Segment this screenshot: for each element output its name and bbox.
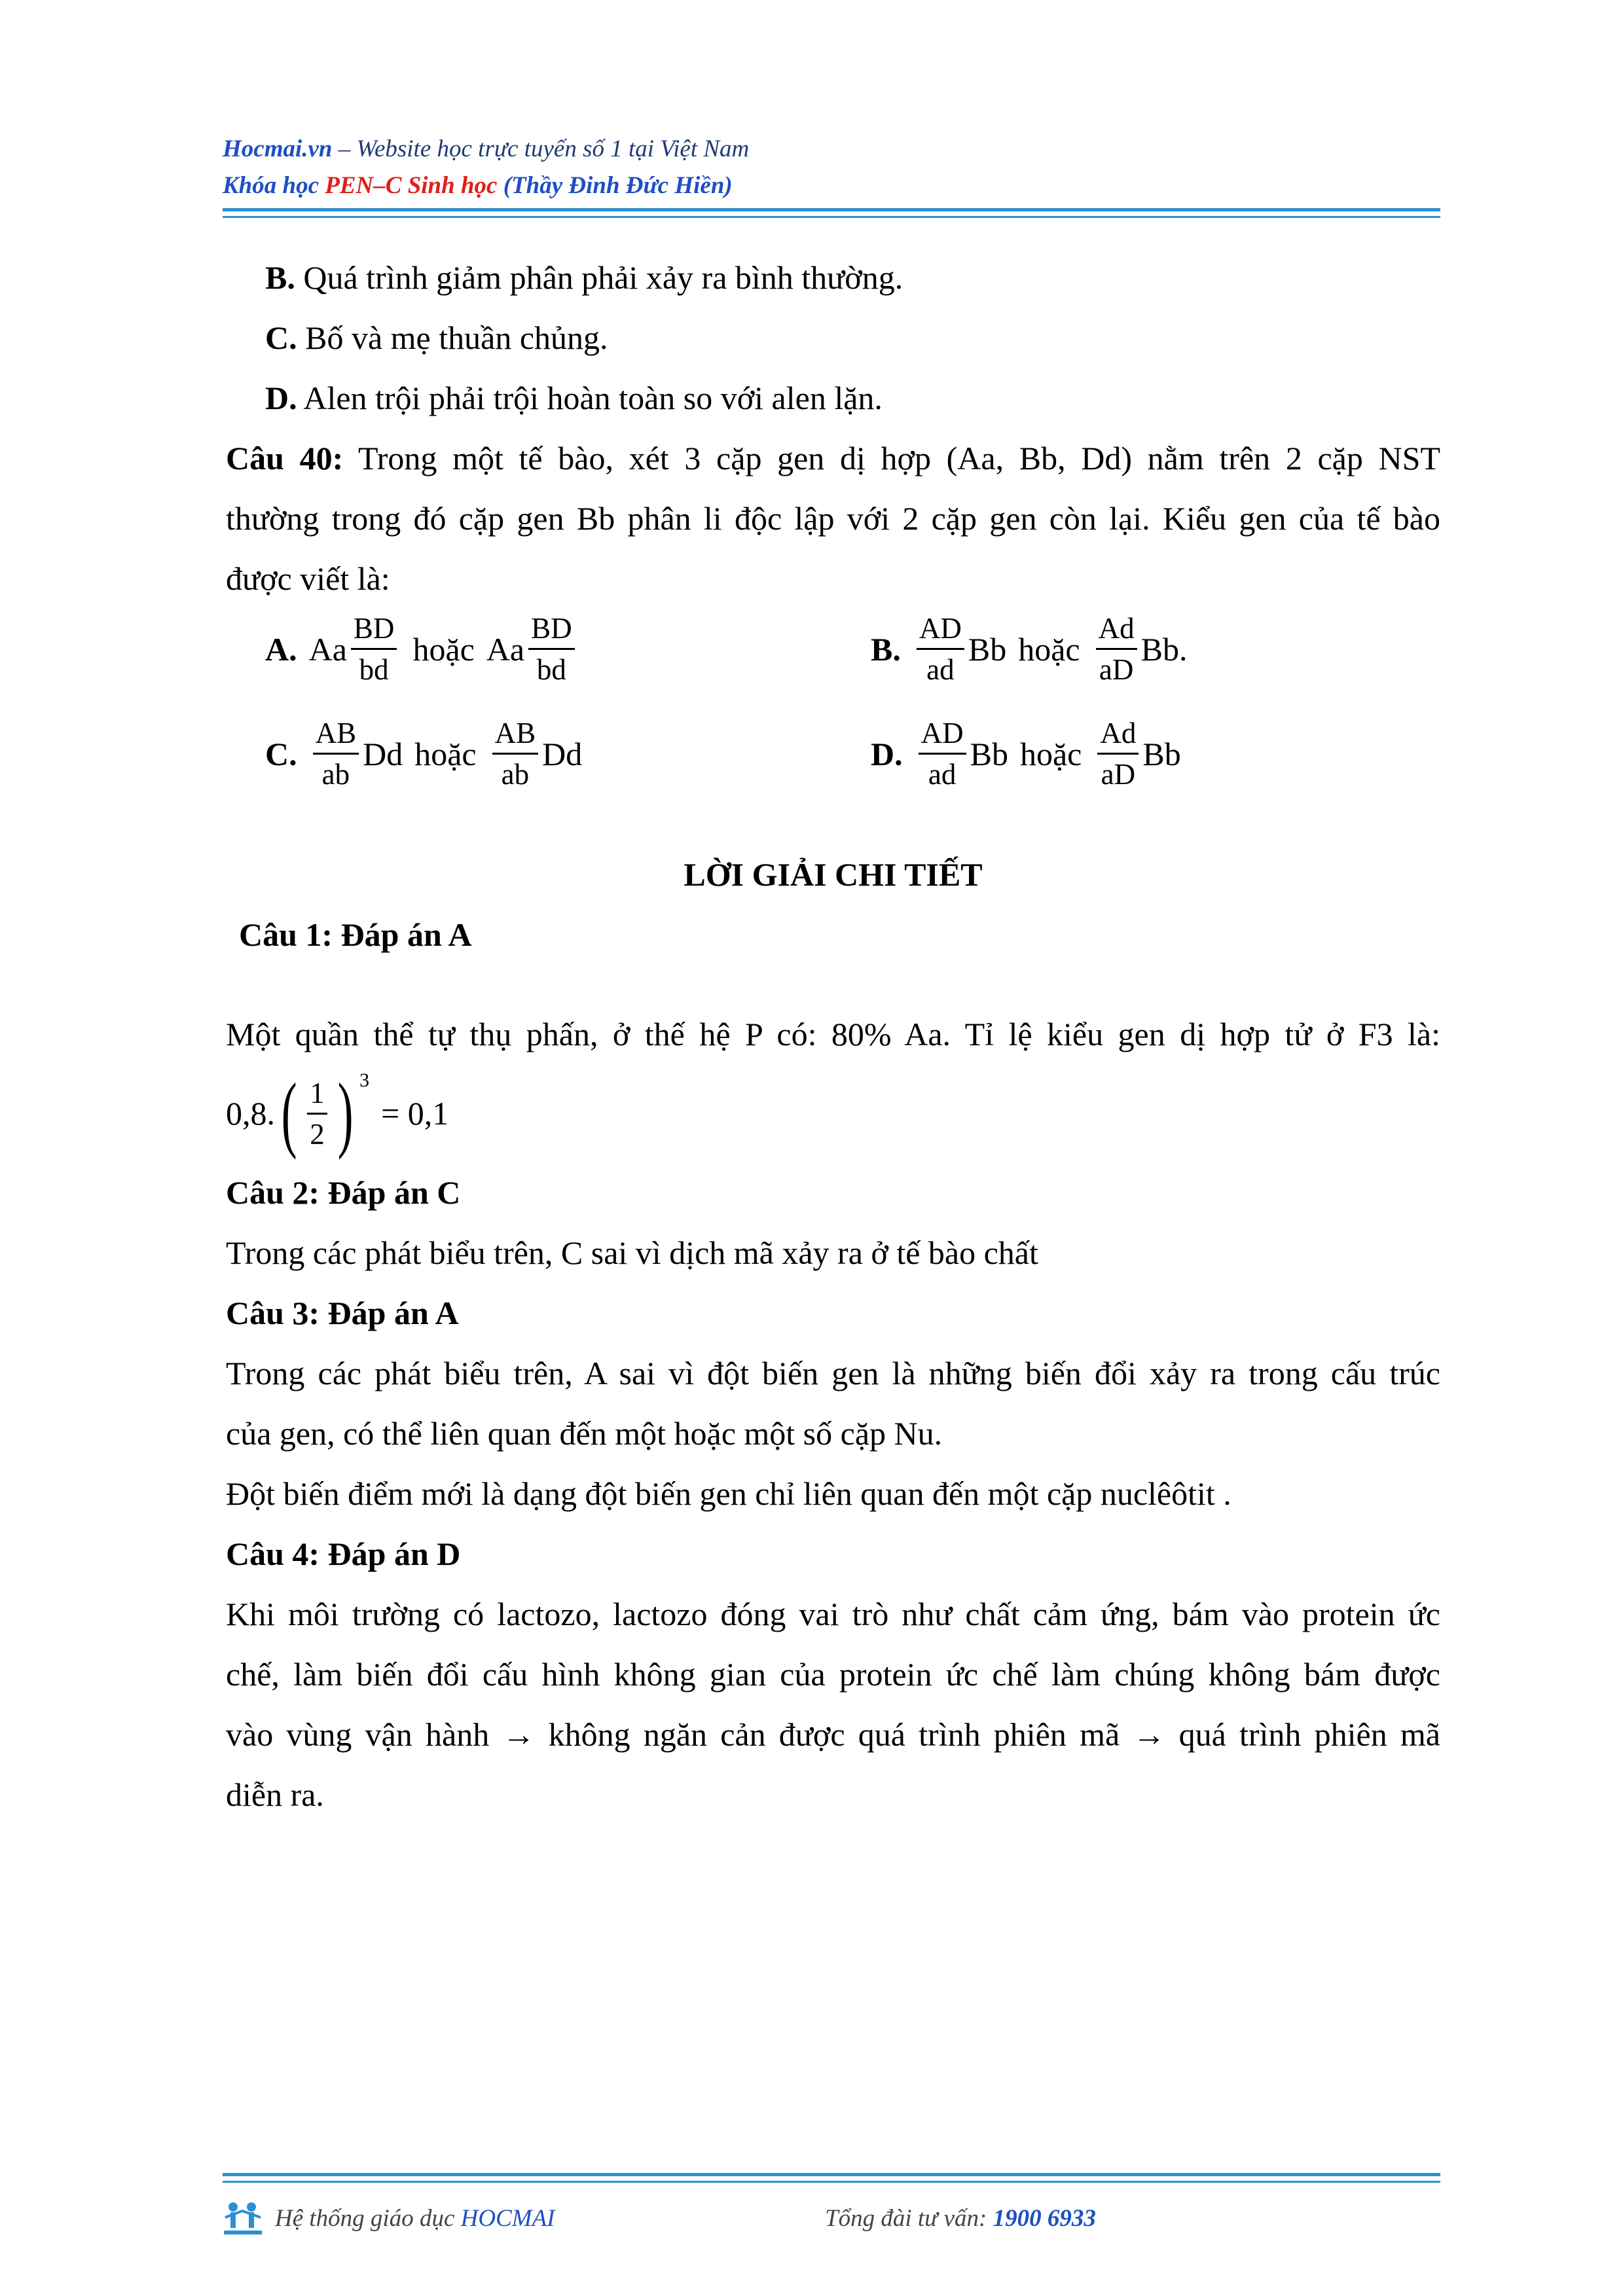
- footer-rule: [223, 2173, 1440, 2183]
- solution-3-title: Câu 3: Đáp án A: [226, 1295, 459, 1331]
- question-40-line3: được viết là:: [226, 560, 390, 597]
- solution-4-line2: chế, làm biến đổi cấu hình không gian của protein ức chế làm chúng không bám được: [226, 1656, 1440, 1693]
- fraction: $\frac{AD}{ad}$: [917, 609, 964, 689]
- prev-option-b: B. Quá trình giảm phân phải xảy ra bình thường.: [265, 259, 903, 296]
- solution-3-line2: của gen, có thể liên quan đến một hoặc một số cặp Nu.: [226, 1415, 943, 1452]
- option-a: A. Aa $\frac{BD}{bd}$ hoặc Aa $\frac{BD}{bd}$: [265, 609, 579, 689]
- fraction: $\frac{AD}{ad}$: [919, 713, 966, 794]
- page-header: [223, 131, 1440, 204]
- course-prefix: Khóa học: [223, 172, 325, 199]
- fraction: $\frac{Ad}{aD}$: [1097, 713, 1139, 794]
- header-rule: [223, 208, 1440, 218]
- header-course-line: [223, 168, 1440, 204]
- fraction: $\frac{BD}{bd}$: [528, 609, 575, 689]
- fraction: $\frac{1}{2}$: [307, 1073, 327, 1154]
- question-40-line2: thường trong đó cặp gen Bb phân li độc lập với 2 cặp gen còn lại. Kiểu gen của tế bào: [226, 500, 1440, 537]
- solution-4-line1: Khi môi trường có lactozo, lactozo đóng vai trò như chất cảm ứng, bám vào protein ức: [226, 1596, 1440, 1632]
- fraction: $\frac{BD}{bd}$: [351, 609, 397, 689]
- solution-3-line3: Đột biến điểm mới là dạng đột biến gen chỉ liên quan đến một cặp nuclêôtit .: [226, 1475, 1231, 1512]
- site-name[interactable]: Hocmai.vn: [223, 135, 333, 162]
- fraction: $\frac{Ad}{aD}$: [1096, 609, 1137, 689]
- footer-hotline[interactable]: 1900 6933: [993, 2205, 1096, 2232]
- course-teacher: (Thầy Đinh Đức Hiền): [497, 172, 733, 199]
- option-b: B. $\frac{AD}{ad}$ Bb hoặc $\frac{Ad}{aD}$ Bb .: [871, 609, 1187, 689]
- hocmai-logo-icon: [223, 2198, 263, 2237]
- footer-hotline-text: Tổng đài tư vấn: 1900 6933: [825, 2205, 1096, 2232]
- solution-4-line4: diễn ra.: [226, 1776, 324, 1813]
- fraction: $\frac{AB}{ab}$: [313, 713, 359, 794]
- prev-option-d: D. Alen trội phải trội hoàn toàn so với alen lặn.: [265, 380, 883, 416]
- solution-1-math: 0,8. ( $\frac{1}{2}$ ) 3 = 0,1: [226, 1066, 449, 1160]
- question-40-options-cd: [226, 713, 1440, 818]
- course-name: PEN–C Sinh học: [325, 172, 498, 199]
- solution-2-title: Câu 2: Đáp án C: [226, 1174, 461, 1211]
- page-content: [226, 247, 1440, 1825]
- question-40-options-ab: [226, 609, 1440, 713]
- solution-1-title: Câu 1: Đáp án A: [239, 916, 472, 953]
- solution-4-title: Câu 4: Đáp án D: [226, 1535, 461, 1572]
- solutions-title: LỜI GIẢI CHI TIẾT: [684, 856, 983, 893]
- solution-2-text: Trong các phát biểu trên, C sai vì dịch mã xảy ra ở tế bào chất: [226, 1234, 1038, 1271]
- solution-4-line3: vào vùng vận hành → không ngăn cản được quá trình phiên mã → quá trình phiên mã: [226, 1716, 1440, 1753]
- solution-1-text: Một quần thể tự thụ phấn, ở thế hệ P có: 80% Aa. Tỉ lệ kiểu gen dị hợp tử ở F3 là:: [226, 1016, 1440, 1052]
- option-c: C. $\frac{AB}{ab}$ Dd hoặc $\frac{AB}{ab}$ Dd: [265, 713, 582, 794]
- option-d: D. $\frac{AD}{ad}$ Bb hoặc $\frac{Ad}{aD}$ Bb: [871, 713, 1181, 794]
- prev-option-c: C. Bố và mẹ thuần chủng.: [265, 319, 608, 356]
- site-tagline: – Website học trực tuyến số 1 tại Việt Nam: [332, 135, 750, 162]
- question-40-line1: Câu 40: Trong một tế bào, xét 3 cặp gen dị hợp (Aa, Bb, Dd) nằm trên 2 cặp NST: [226, 440, 1440, 476]
- footer-brand[interactable]: HOCMAI: [460, 2205, 555, 2232]
- header-site-line: [223, 131, 1440, 168]
- page-footer: [223, 2198, 1440, 2244]
- footer-system-text: Hệ thống giáo dục HOCMAI: [275, 2205, 555, 2232]
- fraction: $\frac{AB}{ab}$: [492, 713, 539, 794]
- solution-3-line1: Trong các phát biểu trên, A sai vì đột biến gen là những biến đổi xảy ra trong cấu trúc: [226, 1355, 1440, 1391]
